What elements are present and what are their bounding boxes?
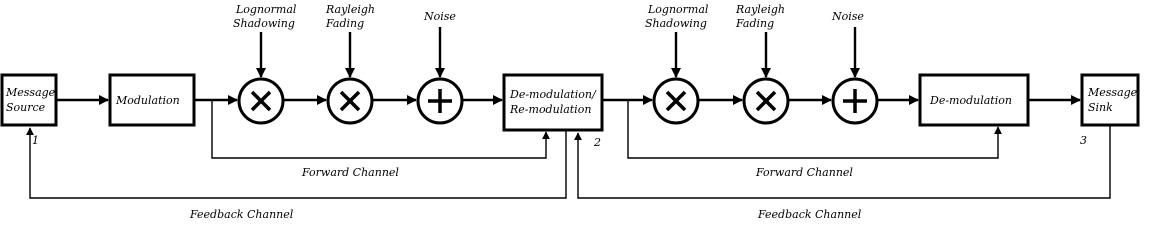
multiplier-fading-1 bbox=[328, 79, 372, 123]
feedback-channel-label-2: Feedback Channel bbox=[758, 208, 862, 220]
impairment-input-arrows bbox=[261, 27, 855, 77]
forward-channel-label-1: Forward Channel bbox=[302, 166, 399, 179]
rayleigh-label-2: Rayleigh bbox=[736, 3, 785, 16]
lognormal-label-1: Lognormal bbox=[236, 3, 297, 16]
demodulation-label: De-modulation bbox=[930, 94, 1012, 107]
message-source-label-line1: Message bbox=[6, 86, 56, 99]
message-source-label-line2: Source bbox=[6, 101, 46, 114]
rayleigh-label-1: Rayleigh bbox=[326, 3, 375, 16]
node-number-2: 2 bbox=[594, 136, 601, 149]
demod-remod-label-line2: Re-modulation bbox=[510, 103, 592, 116]
multiplier-shadowing-1 bbox=[239, 79, 283, 123]
shadowing-label-1: Shadowing bbox=[233, 17, 295, 30]
multiplier-fading-2 bbox=[744, 79, 788, 123]
message-sink-label-line2: Sink bbox=[1088, 101, 1113, 114]
forward-channel-label-2: Forward Channel bbox=[756, 166, 853, 179]
noise-label-2: Noise bbox=[832, 10, 864, 23]
node-number-3: 3 bbox=[1080, 134, 1087, 147]
node-number-1: 1 bbox=[32, 134, 39, 147]
demod-remod-block bbox=[504, 75, 602, 130]
feedback-channel-1 bbox=[30, 128, 566, 220]
modulation-block bbox=[110, 75, 194, 125]
lognormal-label-2: Lognormal bbox=[648, 3, 709, 16]
fading-label-1: Fading bbox=[326, 17, 365, 30]
adder-noise-1 bbox=[418, 79, 462, 123]
modulation-label: Modulation bbox=[116, 94, 180, 107]
demod-remod-label-line1: De-modulation/ bbox=[510, 88, 596, 101]
message-source-block bbox=[2, 75, 56, 125]
demodulation-block bbox=[920, 75, 1028, 125]
feedback-channel-label-1: Feedback Channel bbox=[190, 208, 294, 220]
noise-label-1: Noise bbox=[424, 10, 456, 23]
multiplier-shadowing-2 bbox=[654, 79, 698, 123]
adder-noise-2 bbox=[833, 79, 877, 123]
message-sink-label-line1: Message bbox=[1088, 86, 1138, 99]
fading-label-2: Fading bbox=[736, 17, 775, 30]
shadowing-label-2: Shadowing bbox=[645, 17, 707, 30]
message-sink-block bbox=[1082, 75, 1138, 125]
